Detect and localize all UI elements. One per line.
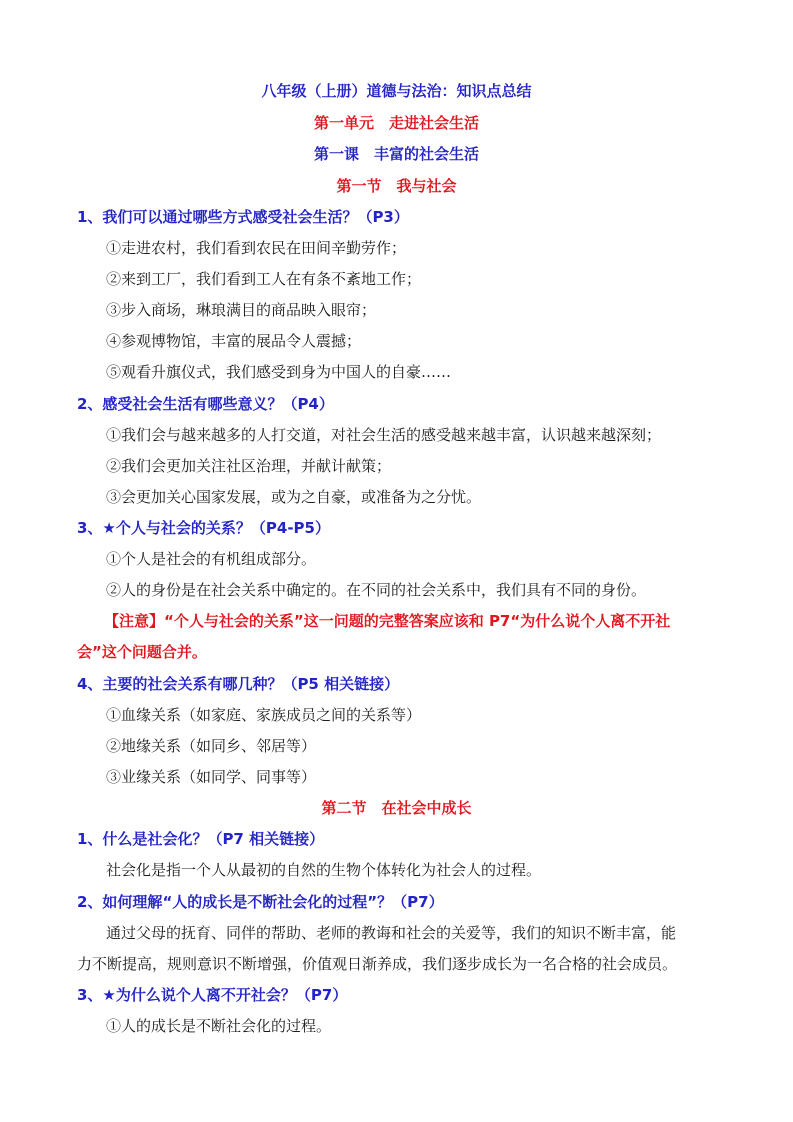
answer-item: ①个人是社会的有机组成部分。: [106, 550, 317, 568]
answer-item: ②人的身份是在社会关系中确定的。在不同的社会关系中，我们具有不同的身份。: [106, 581, 647, 599]
document-title: 八年级（上册）道德与法治：知识点总结: [261, 82, 532, 100]
answer-item: ③会更加关心国家发展，或为之自豪，或准备为之分忧。: [106, 488, 482, 506]
question-6: 2、如何理解“人的成长是不断社会化的过程”？（P7）: [77, 893, 444, 911]
question-5: 1、什么是社会化？（P7 相关链接）: [77, 830, 325, 848]
answer-item: ①我们会与越来越多的人打交道，对社会生活的感受越来越丰富，认识越来越深刻；: [106, 426, 662, 444]
question-2: 2、感受社会生活有哪些意义？（P4）: [77, 395, 334, 413]
answer-item: ⑤观看升旗仪式，我们感受到身为中国人的自豪……: [106, 363, 452, 381]
answer-item: ②来到工厂，我们看到工人在有条不紊地工作；: [106, 270, 422, 288]
answer-item: ④参观博物馆，丰富的展品令人震撼；: [106, 332, 362, 350]
answer-text: 社会化是指一个人从最初的自然的生物个体转化为社会人的过程。: [106, 861, 542, 879]
answer-item: ③业缘关系（如同学、同事等）: [106, 768, 317, 786]
answer-item: ①走进农村，我们看到农民在田间辛勤劳作；: [106, 239, 407, 257]
note-line-1: 【注意】“个人与社会的关系”这一问题的完整答案应该和 P7“为什么说个人离不开社: [104, 612, 671, 630]
question-4: 4、主要的社会关系有哪几种？（P5 相关链接）: [77, 675, 400, 693]
answer-item: ①人的成长是不断社会化的过程。: [106, 1017, 332, 1035]
section-heading-1: 第一节 我与社会: [336, 177, 457, 195]
answer-item: ③步入商场，琳琅满目的商品映入眼帘；: [106, 301, 377, 319]
answer-item: ②我们会更加关注社区治理，并献计献策；: [106, 457, 392, 475]
section-heading-2: 第二节 在社会中成长: [321, 799, 472, 817]
answer-text-continued: 力不断提高，规则意识不断增强，价值观日渐养成，我们逐步成长为一名合格的社会成员。: [77, 955, 678, 973]
note-line-2: 会”这个问题合并。: [77, 643, 207, 661]
question-3: 3、★个人与社会的关系？（P4-P5）: [77, 519, 330, 537]
question-1: 1、我们可以通过哪些方式感受社会生活？（P3）: [77, 208, 409, 226]
answer-item: ②地缘关系（如同乡、邻居等）: [106, 737, 317, 755]
answer-item: ①血缘关系（如家庭、家族成员之间的关系等）: [106, 706, 422, 724]
lesson-heading: 第一课 丰富的社会生活: [313, 145, 479, 163]
question-7: 3、★为什么说个人离不开社会？（P7）: [77, 986, 348, 1004]
answer-text: 通过父母的抚育、同伴的帮助、老师的教诲和社会的关爱等，我们的知识不断丰富，能: [106, 924, 677, 942]
unit-heading: 第一单元 走进社会生活: [313, 114, 479, 132]
